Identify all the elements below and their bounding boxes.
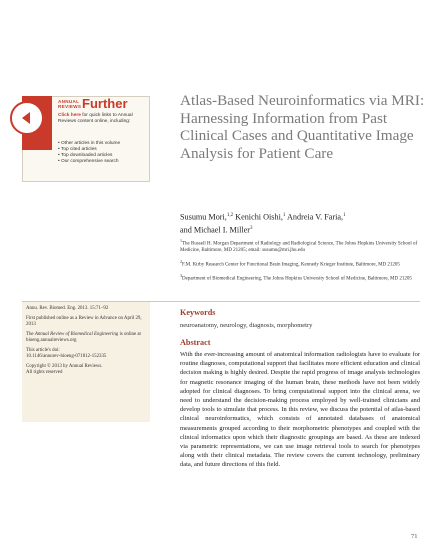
affiliation-number: 3 [180, 272, 182, 278]
affiliation-number: 2 [180, 258, 182, 264]
doi-label: This article's doi: [26, 347, 60, 353]
abstract-text: With the ever-increasing amount of anatomical information radiologists have to evaluate for routine diagnoses, computational support that facilitates more efficient education and clinical decision making is highly desired. Despite the rapid progress of image analysis technologies for magnetic resonance imaging of the human brain, these methods have not been widely adopted for clinical diagnoses. To bring computational support into the clinical arena, we need to understand the decision-making process employed by well-trained clinicians and develop tools to simulate that process. In this review, we discuss the potential of atlas-based clinical neuroinformatics, which consists of annotated databases of anatomical measurements grouped according to their morphometric phenotypes and coupled with the clinical informatics upon which their diagnostic groupings are based. As these are indexed via parametric representations, we can use image retrieval tools to search for phenotypes along with their clinical metadata. The review covers the current technology, preliminary data, and future directions of this field. [180, 351, 420, 469]
further-click-link[interactable]: Click here [58, 113, 81, 118]
affiliation-text: F.M. Kirby Research Center for Functional Brain Imaging, Kennedy Krieger Institute, Baltimore, MD 21205 [182, 262, 400, 268]
author-affiliation-sup: 1 [343, 213, 346, 218]
doi-link[interactable]: 10.1146/annurev-bioeng-071812-152335 [26, 354, 107, 360]
author-affiliation-sup: 1 [282, 213, 286, 218]
further-title: Further [82, 96, 128, 111]
further-list-item[interactable]: • Top cited articles [58, 147, 97, 152]
copyright: Copyright © 2013 by Annual Reviews. [26, 364, 103, 370]
author-affiliation-sup: 3 [250, 226, 253, 232]
further-back-arrow-icon[interactable] [10, 101, 44, 135]
further-list [58, 141, 148, 165]
affiliation-text: The Russell H. Morgan Department of Radiology and Radiological Science, The Johns Hopkins University School of Medicine, Baltimore, MD 21205; email: susumu@mri.jhu.edu [180, 241, 418, 254]
page-number: 71 [411, 533, 418, 540]
doi-block [26, 348, 144, 361]
author-list [180, 210, 430, 236]
further-list-item[interactable]: • Our comprehensive search [58, 159, 119, 164]
further-list-item[interactable]: • Top downloaded articles [58, 153, 113, 158]
author-name: Kenichi Oishi, [233, 212, 283, 222]
affiliation-item [180, 259, 428, 269]
affiliation-item [180, 238, 428, 255]
article-title: Atlas-Based Neuroinformatics via MRI: Harnessing Information from Past Clinical Cases and Quantitative Image Analysis for Patient Care [180, 92, 425, 162]
keywords-text: neuroanatomy, neurology, diagnosis, morphometry [180, 322, 313, 329]
further-description-text: for quick links to Annual Reviews content online, including: [58, 113, 133, 124]
further-eyebrow: ANNUAL REVIEWS [58, 99, 82, 109]
author-affiliation-sup: 1,2 [226, 213, 234, 218]
further-list-item[interactable]: • Other articles in this volume [58, 141, 121, 146]
citation: Annu. Rev. Biomed. Eng. 2013. 15:71–92 [26, 306, 109, 311]
author-name: and Michael I. Miller [180, 225, 251, 235]
abstract-heading: Abstract [180, 338, 211, 347]
affiliation-text: Department of Biomedical Engineering, The Johns Hopkins University School of Medicine, Baltimore, MD 21205 [182, 276, 412, 282]
journal-online [26, 332, 144, 345]
keywords-heading: Keywords [180, 308, 216, 317]
back-arrow-icon [19, 110, 35, 126]
journal-name: Annual Review of Biomedical Engineering [34, 331, 119, 337]
journal-url[interactable]: is online at bioeng.annualreviews.org [26, 331, 141, 344]
affiliation-item [180, 273, 428, 283]
author-name: Andreia V. Faria, [285, 212, 344, 222]
rights: All rights reserved [26, 370, 63, 376]
journal-pre: The [26, 331, 35, 337]
copyright-block [26, 364, 144, 377]
affiliation-number: 1 [180, 238, 182, 243]
author-name: Susumu Mori, [180, 212, 227, 222]
article-info [26, 306, 144, 380]
affiliations [180, 238, 428, 287]
further-description [58, 113, 146, 125]
first-published: First published online as a Review in Advance on April 29, 2013 [26, 315, 142, 328]
